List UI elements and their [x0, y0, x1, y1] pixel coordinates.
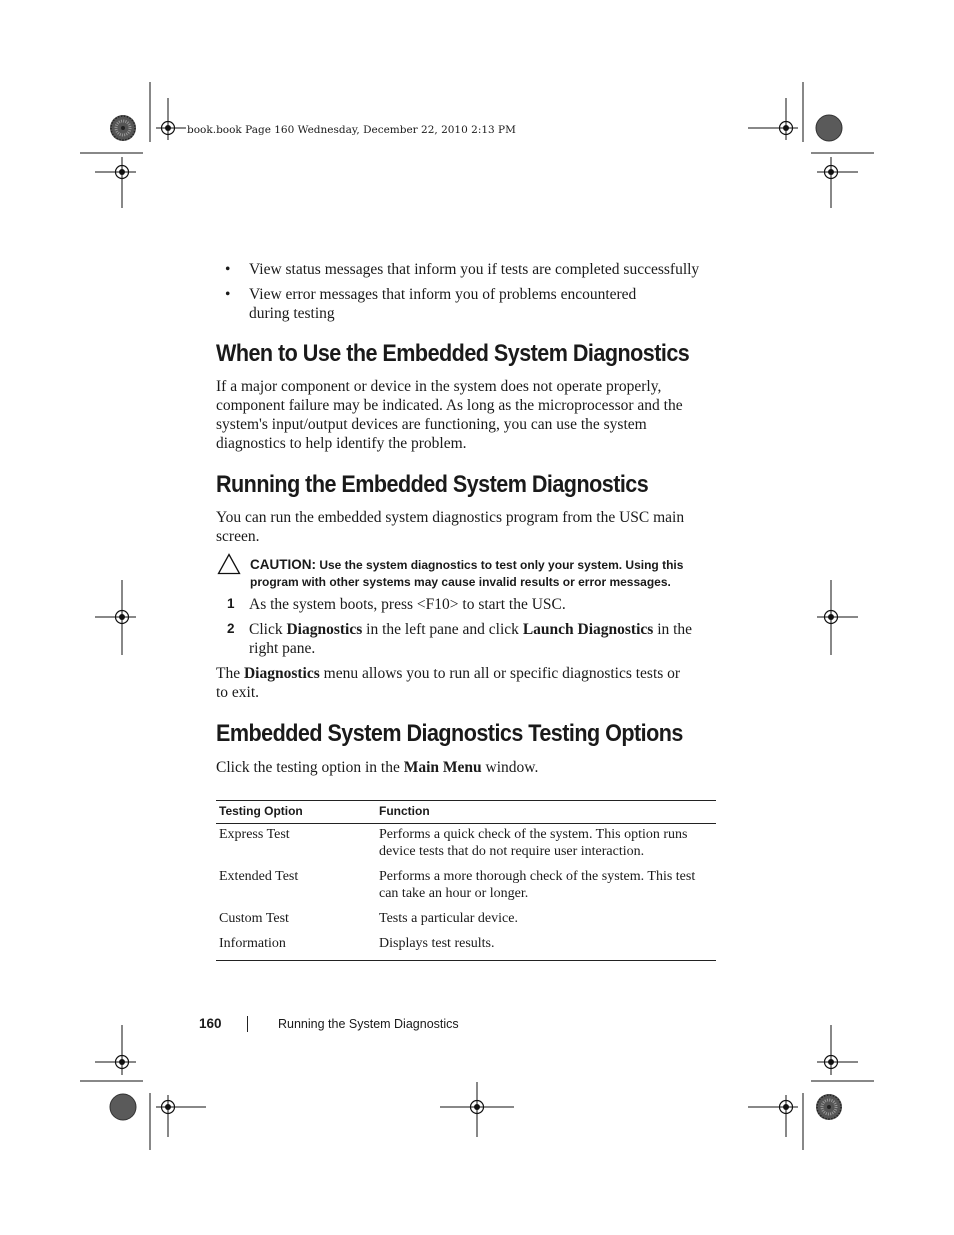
caution-line: program with other systems may cause invalid results or error messages. — [250, 575, 671, 589]
section1-paragraph — [216, 377, 711, 453]
paragraph-line: system's input/output devices are functioning, you can use the system — [216, 416, 647, 433]
cell-function: Tests a particular device. — [379, 911, 518, 926]
step-text: As the system boots, press <F10> to start the USC. — [249, 596, 566, 613]
text-run: Click — [249, 621, 287, 638]
table-row — [216, 910, 716, 935]
step-number: 1 — [227, 596, 235, 611]
paragraph-line: to exit. — [216, 684, 260, 701]
paragraph-line: screen. — [216, 528, 260, 545]
step-line: right pane. — [249, 640, 316, 657]
paragraph-line — [216, 664, 711, 683]
print-header: book.book Page 160 Wednesday, December 22, 2010 2:13 PM — [187, 124, 516, 136]
column-header-function: Function — [376, 801, 716, 824]
paragraph-line: component failure may be indicated. As long as the microprocessor and the — [216, 397, 683, 414]
step-line — [249, 620, 709, 639]
cell-option: Custom Test — [219, 911, 289, 926]
bullet-item-status: View status messages that inform you if tests are completed successfully — [249, 261, 700, 278]
caution-label: CAUTION: — [250, 557, 316, 572]
cell-option: Information — [219, 936, 286, 951]
cell-function — [376, 868, 716, 910]
footer-divider — [247, 1016, 248, 1032]
paragraph-line: If a major component or device in the system does not operate properly, — [216, 378, 662, 395]
cell-line: Performs a quick check of the system. This option runs — [379, 827, 688, 842]
step-text — [249, 620, 709, 658]
footer-section-title: Running the System Diagnostics — [278, 1017, 459, 1031]
cell-function: Displays test results. — [379, 936, 495, 951]
caution-notice — [250, 556, 720, 591]
cell-function — [376, 824, 716, 869]
ui-term-main-menu: Main Menu — [403, 759, 482, 776]
bullet-line: View error messages that inform you of problems encountered — [249, 286, 637, 303]
bullet-mark: • — [225, 286, 231, 303]
text-run: in the — [653, 621, 693, 638]
table-row — [216, 824, 716, 869]
cell-line: can take an hour or longer. — [379, 886, 529, 901]
section2-closing-paragraph — [216, 664, 711, 702]
bullet-item-errors — [249, 285, 719, 323]
table-row — [216, 935, 716, 961]
bullet-line: during testing — [249, 305, 335, 322]
caution-triangle-icon — [217, 553, 241, 575]
text-run: in the left pane and click — [362, 621, 523, 638]
text-run: Click the testing option in the — [216, 759, 404, 776]
ui-term-diagnostics: Diagnostics — [286, 621, 363, 638]
section-heading-running: Running the Embedded System Diagnostics — [216, 471, 649, 498]
paragraph-line: diagnostics to help identify the problem. — [216, 435, 467, 452]
section-heading-testing-options: Embedded System Diagnostics Testing Options — [216, 720, 683, 747]
caution-text: Use the system diagnostics to test only your system. Using this — [316, 558, 684, 572]
text-run: The — [216, 665, 244, 682]
page-number: 160 — [199, 1016, 222, 1031]
testing-options-table — [216, 800, 716, 961]
text-run: window. — [481, 759, 539, 776]
cell-line: Performs a more thorough check of the system. This test — [379, 869, 696, 884]
table-row — [216, 868, 716, 910]
section2-paragraph — [216, 508, 711, 546]
table-header-row — [216, 801, 716, 824]
ui-term-launch-diagnostics: Launch Diagnostics — [522, 621, 654, 638]
column-header-testing-option: Testing Option — [216, 801, 376, 824]
section3-intro — [216, 758, 711, 777]
text-run: menu allows you to run all or specific diagnostics tests or — [319, 665, 681, 682]
bullet-mark: • — [225, 261, 231, 278]
step-number: 2 — [227, 621, 235, 636]
cell-line: device tests that do not require user interaction. — [379, 844, 645, 859]
paragraph-line: You can run the embedded system diagnostics program from the USC main — [216, 509, 685, 526]
cell-option: Extended Test — [219, 869, 299, 884]
cell-option: Express Test — [219, 827, 290, 842]
caution-line — [250, 556, 720, 574]
ui-term-diagnostics: Diagnostics — [243, 665, 320, 682]
section-heading-when-to-use: When to Use the Embedded System Diagnostics — [216, 340, 690, 367]
